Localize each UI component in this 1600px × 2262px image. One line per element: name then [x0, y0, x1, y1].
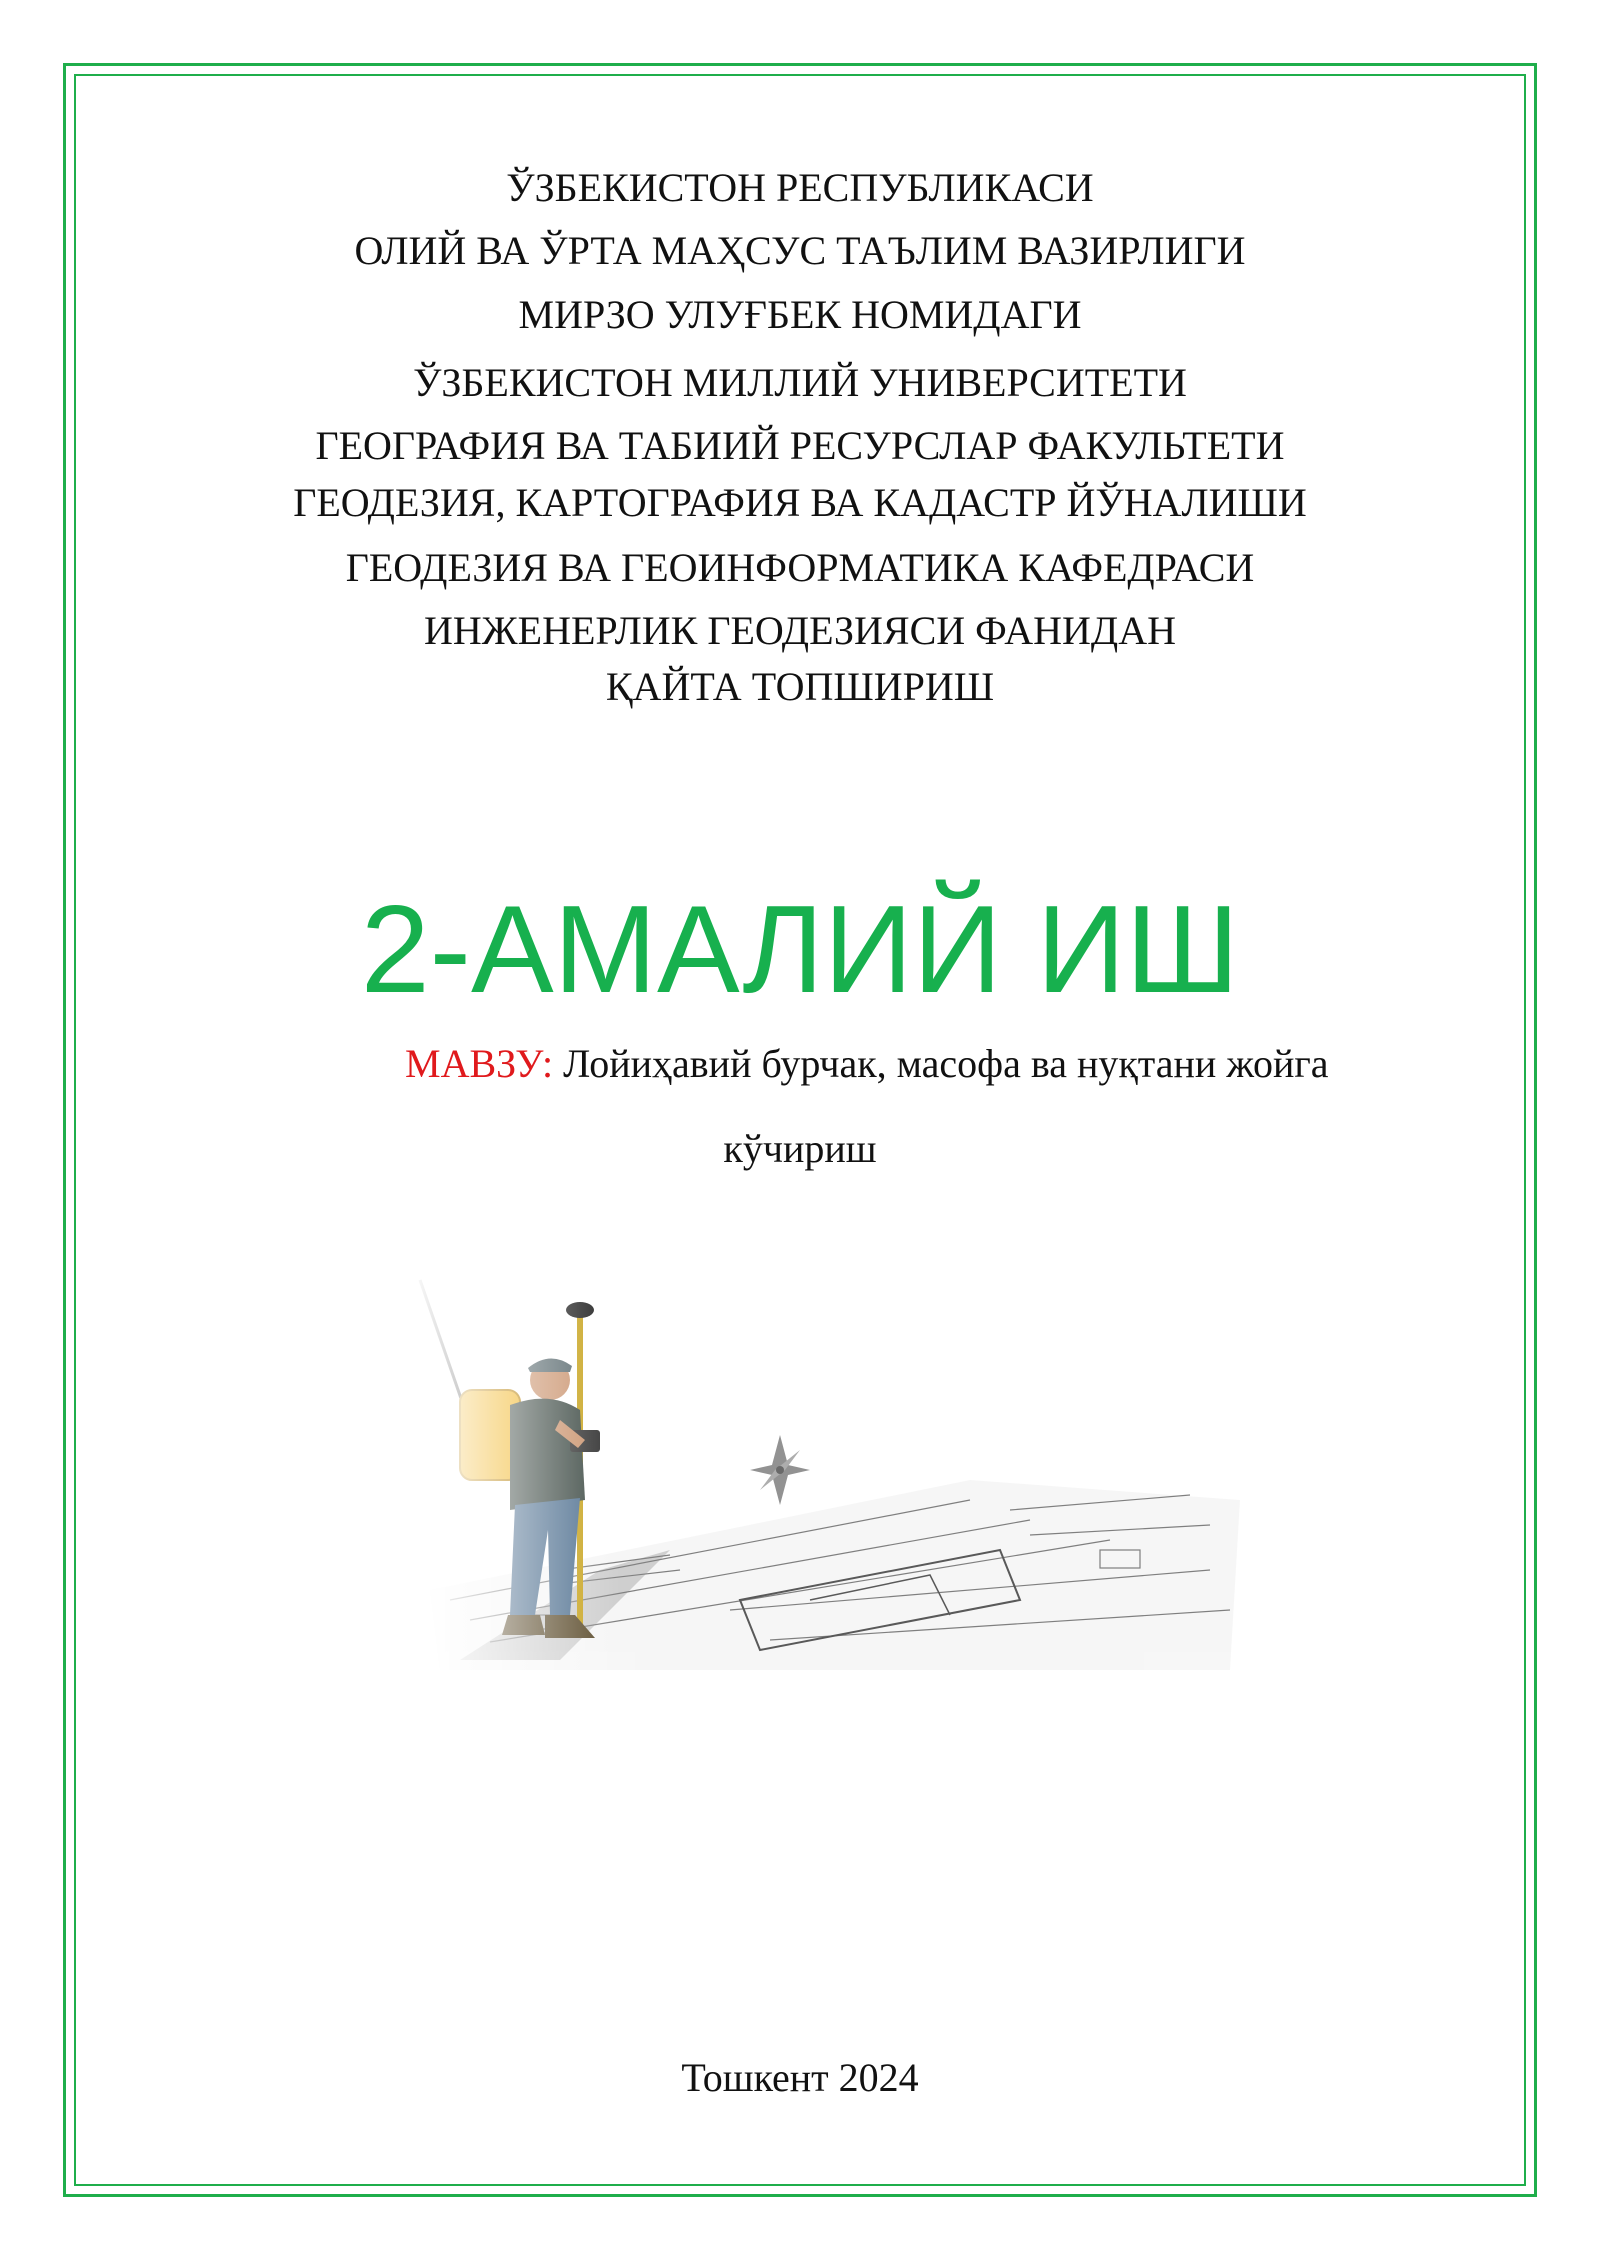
surveyor-illustration: [410, 1270, 1250, 1670]
header-line-republic: ЎЗБЕКИСТОН РЕСПУБЛИКАСИ: [506, 165, 1094, 210]
topic-text: Лойиҳавий бурчак, масофа ва нуқтани жойга: [553, 1041, 1329, 1086]
topic-continuation: кўчириш: [723, 1126, 877, 1171]
header-line-university: ЎЗБЕКИСТОН МИЛЛИЙ УНИВЕРСИТЕТИ: [413, 360, 1187, 405]
header-line-faculty: ГЕОГРАФИЯ ВА ТАБИИЙ РЕСУРСЛАР ФАКУЛЬТЕТИ: [315, 423, 1285, 468]
topic-line: [405, 1040, 1329, 1088]
header-line-department: ГЕОДЕЗИЯ ВА ГЕОИНФОРМАТИКА КАФЕДРАСИ: [345, 545, 1255, 590]
header-line-resubmission: ҚАЙТА ТОПШИРИШ: [605, 664, 995, 709]
page-title: 2-АМАЛИЙ ИШ: [360, 881, 1240, 1019]
header-line-named-after: МИРЗО УЛУҒБЕК НОМИДАГИ: [518, 292, 1082, 337]
topic-label: МАВЗУ:: [405, 1041, 554, 1086]
header-line-direction: ГЕОДЕЗИЯ, КАРТОГРАФИЯ ВА КАДАСТР ЙЎНАЛИШИ: [293, 480, 1307, 525]
header-line-subject: ИНЖЕНЕРЛИК ГЕОДЕЗИЯСИ ФАНИДАН: [424, 608, 1176, 653]
footer-city-year: Тошкент 2024: [681, 2055, 919, 2100]
header-line-ministry: ОЛИЙ ВА ЎРТА МАҲСУС ТАЪЛИМ ВАЗИРЛИГИ: [354, 228, 1246, 273]
